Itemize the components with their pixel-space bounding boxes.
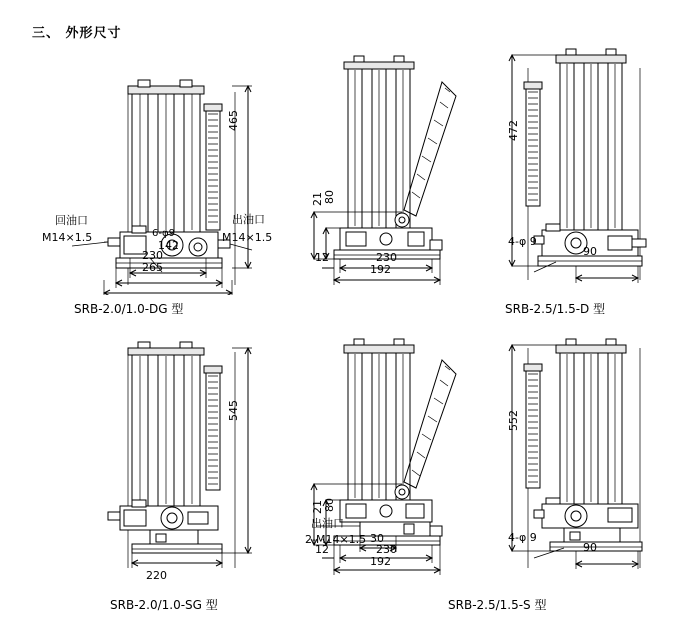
figure-srb-20-10-sg [20, 330, 270, 575]
fig1-dim-465: 465 [227, 110, 240, 131]
fig6-dim-552: 552 [507, 410, 520, 431]
fig3-dim-4-phi9: 4-φ 9 [508, 235, 537, 248]
fig5-dim-80: 80 [323, 498, 336, 512]
fig3-dim-90: 90 [583, 245, 597, 258]
fig2-dim-192: 192 [370, 263, 391, 276]
fig1-dim-265: 265 [142, 261, 163, 274]
page-title: 三、 外形尺寸 [32, 26, 122, 41]
fig1-dim-6-phi9: 6-φ9 [152, 228, 175, 239]
fig4-caption: SRB-2.0/1.0-SG 型 [110, 598, 218, 612]
fig1-callout-return-port: 回油口 [55, 214, 88, 227]
fig5-dim-230: 230 [376, 543, 397, 556]
fig5-dim-21: 21 [311, 500, 324, 514]
fig5-dim-30: 30 [370, 532, 384, 545]
fig5-dim-192: 192 [370, 555, 391, 568]
fig1-dim-142: 142 [158, 239, 179, 252]
fig1-caption: SRB-2.0/1.0-DG 型 [74, 302, 184, 316]
fig6-dim-90: 90 [583, 541, 597, 554]
fig1-callout-outlet-port-thread: M14×1.5 [222, 231, 273, 244]
fig1-callout-outlet-port: 出油口 [232, 213, 265, 226]
fig1-dim-230: 230 [142, 249, 163, 262]
fig6-caption: SRB-2.5/1.5-S 型 [448, 598, 547, 612]
fig5-dim-12: 12 [315, 543, 329, 556]
fig3-dim-472: 472 [507, 120, 520, 141]
fig5-callout-outlet-port: 出油口 [311, 517, 344, 530]
fig6-dim-4-phi9: 4-φ 9 [508, 531, 537, 544]
fig4-dim-545: 545 [227, 400, 240, 421]
fig4-dim-220: 220 [146, 569, 167, 582]
fig1-callout-return-port-thread: M14×1.5 [42, 231, 93, 244]
fig2-dim-230: 230 [376, 251, 397, 264]
fig3-caption: SRB-2.5/1.5-D 型 [505, 302, 606, 316]
fig2-dim-21: 21 [311, 192, 324, 206]
fig2-dim-12: 12 [315, 251, 329, 264]
fig5-callout-outlet-port-thread: 2-M14×1.5 [305, 533, 367, 546]
fig2-dim-80: 80 [323, 190, 336, 204]
